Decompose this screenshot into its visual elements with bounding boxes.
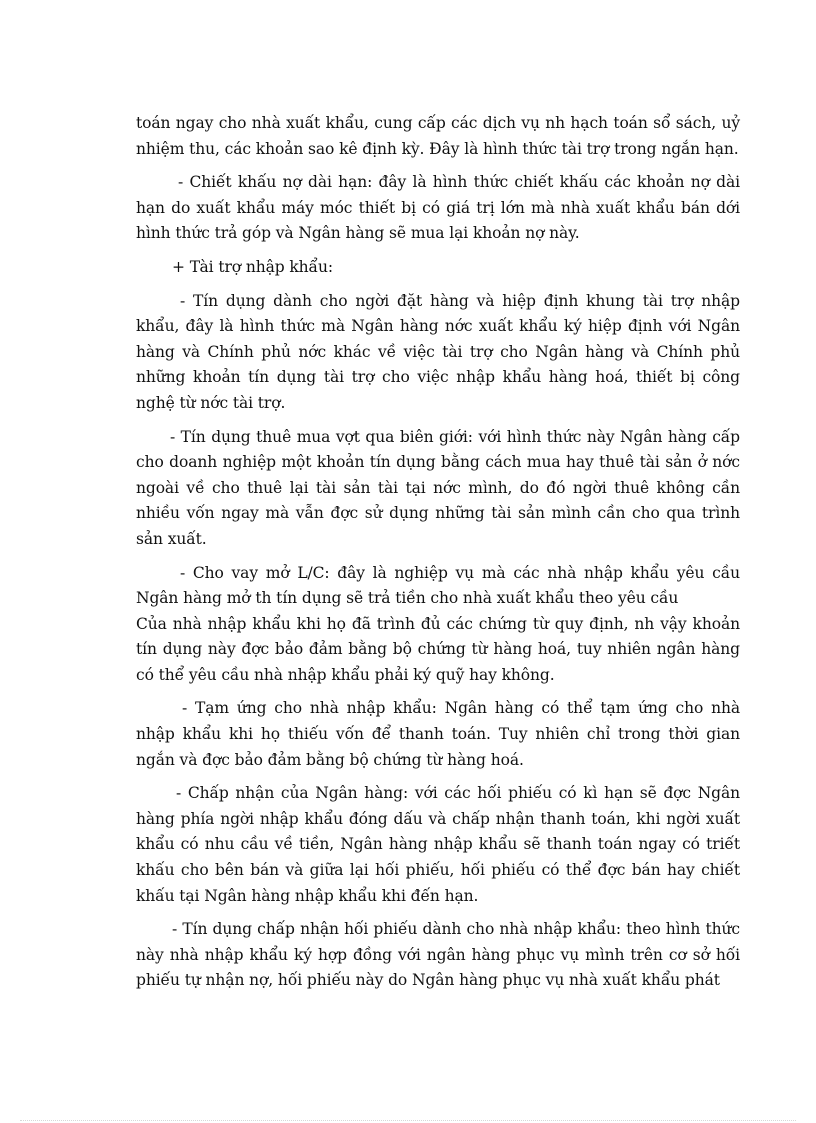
paragraph-6: - Cho vay mở L/C: đây là nghiệp vụ mà các nhà nhập khẩu yêu cầu Ngân hàng mở th tín dụng sẽ trả tiền cho nhà xuất khẩu theo yêu cầu bbox=[136, 563, 740, 608]
paragraph-3-heading: + Tài trợ nhập khẩu: bbox=[172, 257, 333, 276]
paragraph-4: - Tín dụng dành cho ngời đặt hàng và hiệp định khung tài trợ nhập khẩu, đây là hình thức mà Ngân hàng nớc xuất khẩu ký hiệp định với Ngân hàng và Chính phủ nớc khác về việc tài trợ cho Ngân hàng và Chính phủ những khoản tín dụng tài trợ cho việc nhập khẩu hàng hoá, thiết bị công nghệ từ nớc tài trợ. bbox=[136, 291, 740, 412]
paragraph-10: - Tín dụng chấp nhận hối phiếu dành cho nhà nhập khẩu: theo hình thức này nhà nhập khẩu ký hợp đồng với ngân hàng phục vụ mình trên cơ sở hối phiếu tự nhận nợ, hối phiếu này do Ngân hàng phục vụ nhà xuất khẩu phát bbox=[136, 920, 740, 990]
paragraph-9: - Chấp nhận của Ngân hàng: với các hối phiếu có kì hạn sẽ đợc Ngân hàng phía ngời nhập khẩu đóng dấu và chấp nhận thanh toán, khi ngời xuất khẩu có nhu cầu về tiền, Ngân hàng nhập khẩu sẽ thanh toán ngay có triết khấu cho bên bán và giữa lại hối phiếu, hối phiếu có thể đợc bán hay chiết khấu tại Ngân hàng nhập khẩu khi đến hạn. bbox=[136, 784, 740, 905]
paragraph-7: Của nhà nhập khẩu khi họ đã trình đủ các chứng từ quy định, nh vậy khoản tín dụng này đợc bảo đảm bằng bộ chứng từ hàng hoá, tuy nhiên ngân hàng có thể yêu cầu nhà nhập khẩu phải ký quỹ hay không. bbox=[136, 614, 740, 684]
paragraph-2: - Chiết khấu nợ dài hạn: đây là hình thức chiết khấu các khoản nợ dài hạn do xuất khẩu máy móc thiết bị có giá trị lớn mà nhà xuất khẩu bán dới hình thức trả góp và Ngân hàng sẽ mua lại khoản nợ này. bbox=[136, 173, 740, 243]
page-bottom-rule bbox=[20, 1120, 796, 1121]
document-body bbox=[136, 111, 740, 1002]
paragraph-1: toán ngay cho nhà xuất khẩu, cung cấp các dịch vụ nh hạch toán sổ sách, uỷ nhiệm thu, các khoản sao kê định kỳ. Đây là hình thức tài trợ trong ngắn hạn. bbox=[136, 114, 740, 158]
paragraph-8: - Tạm ứng cho nhà nhập khẩu: Ngân hàng có thể tạm ứng cho nhà nhập khẩu khi họ thiếu vốn để thanh toán. Tuy nhiên chỉ trong thời gian ngắn và đợc bảo đảm bằng bộ chứng từ hàng hoá. bbox=[136, 699, 740, 769]
paragraph-5: - Tín dụng thuê mua vợt qua biên giới: với hình thức này Ngân hàng cấp cho doanh nghiệp một khoản tín dụng bằng cách mua hay thuê tài sản ở nớc ngoài về cho thuê lại tài sản tài tại nớc mình, do đó ngời thuê không cần nhiều vốn ngay mà vẫn đợc sử dụng những tài sản mình cần cho qua trình sản xuất. bbox=[136, 427, 740, 548]
